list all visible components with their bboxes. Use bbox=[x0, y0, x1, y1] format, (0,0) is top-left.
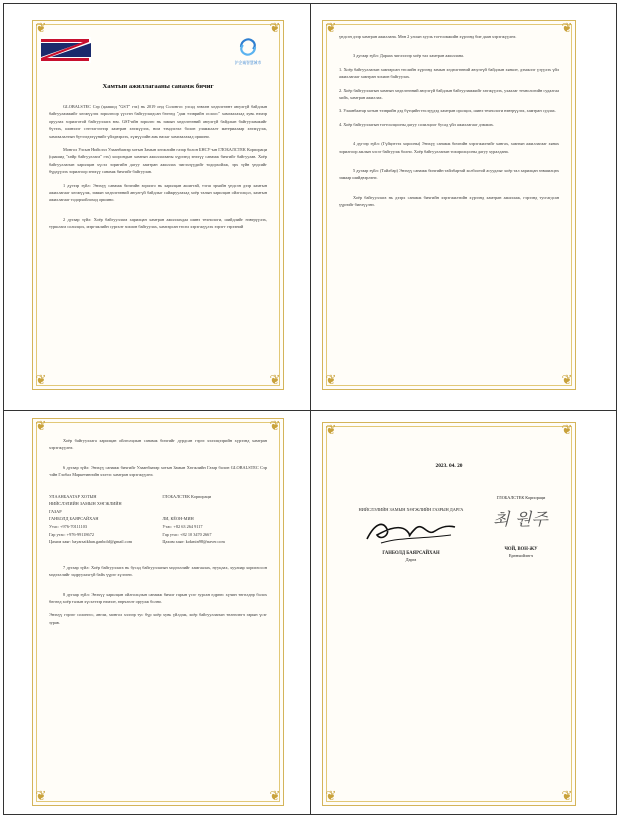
contact-line: ГЛОБАЛСТЕК Корпораци bbox=[162, 493, 212, 499]
signatory-role: Ерөнхийлөгч bbox=[508, 553, 534, 558]
document-page-4 bbox=[322, 422, 576, 806]
contact-line: ГАНБОЛД БАЯРСАЙХАН bbox=[49, 516, 99, 522]
signatory-role: Дарга bbox=[405, 557, 417, 562]
paragraph: үндсэн дээр хамтран ажиллана. Мөн 2 улсын хууль тогтоомжийн хүрээнд бие даан хэрэгжүүлнэ. bbox=[339, 34, 517, 39]
signature-block-right bbox=[473, 495, 569, 559]
ornament-corner-icon: ❦ bbox=[325, 789, 337, 804]
paragraph: GLOBALSTEC Сэр (цаашид "GST" гэх) нь 2019 онд Солонгос улсад зөвхөн хөдөлгөөнт аюулгүй байдлын байгууламжийг хөгжүүлэх зорилгоор үүсгэн байгуулагдсан бөгөөд "дам тээврийн ослоос" хамгаалахад хувь нэмэр оруулах зорилготой байгууллага юм. GST-ийн зорилго нь замын хөдөлгөөний аюулгүй байдлын байгууламжийг бүтээх, шинэлэг сэтгэлгээгээр хамтран хөгжүүлэх, ном тэмдэглэл болон уламжлалт материалаар хөгжүүлж, хамгаалалтын бүтээгдэхүүнийг үйлдвэрлэх, хүмүүсийн амь насыг хамгаалахад оршино. bbox=[49, 104, 267, 139]
document-page-2 bbox=[322, 20, 576, 390]
ornament-corner-icon: ❦ bbox=[325, 21, 337, 36]
page-title: Хамтын ажиллагааны санамж бичиг bbox=[102, 83, 214, 90]
ornament-corner-icon: ❦ bbox=[561, 423, 573, 438]
page-2-body bbox=[339, 33, 559, 379]
list-item: 4. Хоёр байгууллагын тогтоолцооны дагуу солилцоог бусад үйл ажиллагааг дэмжих. bbox=[339, 121, 494, 127]
closing-paragraph: Хоёр байгууллага нь дээрх санамж бичгийн хэрэгжилтийн хүрээнд хамтран ажиллаж, гэрээнд тусгагдсан үүргийг биелүүлнэ. bbox=[339, 194, 559, 208]
ornament-corner-icon: ❦ bbox=[269, 373, 281, 388]
ornament-corner-icon: ❦ bbox=[561, 373, 573, 388]
ornament-corner-icon: ❦ bbox=[269, 21, 281, 36]
article-2: 2 дугаар зүйл: Хоёр байгууллага харилцан хамтран ажиллахдаа шинэ технологи, шийдлийг нэвтрүүлэх, туршлага солилцох, мэргэжлийн сургалт зохион байгуулах, хамтарсан төсөл хэрэгжүүлэх зэрэгт гэрээний bbox=[49, 216, 267, 230]
signatory-organization: НИЙСЛЭЛИЙН ЗАМЫН ХӨГЖЛИЙН ГАЗРЫН ДАРГА bbox=[358, 507, 464, 512]
article-6: 6 дугаар зүйл: Энэхүү санамж бичгийг Улаанбаатар хотын Замын Хөгжлийн Газар болон GLOBALSTEC Сэр -ийн Глобал Маркетингийн хэлтэс хамтран хэрэгжүүлнэ. bbox=[49, 464, 267, 478]
ornament-corner-icon: ❦ bbox=[561, 21, 573, 36]
contact-line: Утас: +82 63 264 9117 bbox=[162, 524, 203, 529]
ornament-corner-icon: ❦ bbox=[35, 373, 47, 388]
article-1: 1 дүгээр зүйл: Энэхүү санамж бичгийн зорилго нь харилцан ашигтай, тэгш эрхийн үндсэн дээр хамтын ажиллагааг хөгжүүлж, замын хөдөлгөөний аюулгүй байдлыг сайжруулахад хоёр талын харилцан ойлголцол, хамтын ажиллагааг тодорхойлоход оршино. bbox=[49, 182, 267, 203]
contact-line bbox=[162, 508, 267, 516]
paragraph: Хоёр байгууллага харилцан ойлголцлын санамж бичгийг дурдсан гэрээ хэлэлцээрийн хүрээнд хамтран хэрэгжүүлнэ. bbox=[49, 438, 267, 451]
ulaanbaatar-road-logo-icon bbox=[41, 37, 91, 63]
contact-line: ГАЗАР bbox=[49, 508, 62, 514]
article-5: 5 дугаар зүйл: (Тайлбар) Энэхүү санамж бичгийн тайлбартай холбоотой асуудлыг хоёр тал харилцан зөвшилцөх замаар шийдвэрлэнэ. bbox=[339, 168, 559, 181]
contact-block bbox=[49, 493, 267, 546]
ornament-corner-icon: ❦ bbox=[325, 373, 337, 388]
signatory-name: ГАНБОЛД БАЯРСАЙХАН bbox=[382, 551, 440, 556]
page-1-body bbox=[49, 103, 267, 379]
contact-line: ЛИ, КЁОН-МИН bbox=[162, 516, 194, 522]
paragraph: Монгол Улсын Нийслэл Улаанбаатар хотын Замын хөгжлийн газар болон БНСУ-ын ГЛОБАЛСТЕК Корпораци (цаашид "хөйр байгууллага" гэх) хоорондын хамтын ажиллагааны хүрээнд энэхүү санамж бичгийг байгуулав. Хоёр байгууллагын харилцан хүсэл зоригийн дагуу хамтран ажиллах чиглэлүүдийг тодорхойлж, эрх зүйн үндсийг бүрдүүлэх зорилгоор энэхүү санамж бичгийг байгуулав. bbox=[49, 147, 267, 175]
signatory-organization: ГЛОБАЛСТЕК Корпораци bbox=[496, 495, 546, 500]
article-8: 8 дугаар зүйл: Энэхүү харилцан ойлголцлын санамж бичиг гарын үсэг зурсан өдрөөс хүчин төгөлдөр болох бөгөөд хоёр талын хүсэлтээр нэмэлт, өөрчлөлт оруулж болно. bbox=[49, 591, 267, 604]
ornament-corner-icon: ❦ bbox=[269, 789, 281, 804]
grid-divider-horizontal bbox=[4, 410, 616, 411]
globalstec-logo-icon bbox=[223, 35, 273, 59]
contact-line: Цахим хаяг: bayarsaikhan.ganbold@gmail.com bbox=[49, 539, 133, 545]
ornament-corner-icon: ❦ bbox=[325, 423, 337, 438]
signature-block-left bbox=[357, 507, 465, 563]
handwritten-signature-icon bbox=[481, 501, 561, 535]
contact-line: Гар утас: +976-99118672 bbox=[49, 531, 94, 537]
ornament-corner-icon: ❦ bbox=[561, 789, 573, 804]
globalstec-logo bbox=[223, 35, 273, 69]
contact-left bbox=[49, 493, 154, 546]
ornament-corner-icon: ❦ bbox=[35, 419, 47, 434]
page-3-body bbox=[49, 437, 267, 795]
contact-line: Цахим хаяг: kokmin98@naver.com bbox=[162, 539, 225, 545]
contact-right bbox=[162, 493, 267, 546]
contact-line: Утас: +976-70111103 bbox=[49, 524, 88, 529]
contact-line: УЛААНБААТАР ХОТЫН bbox=[49, 493, 97, 499]
ornament-corner-icon: ❦ bbox=[35, 21, 47, 36]
article-7: 7 дугаар зүйл: Хоёр байгууллага нь бусад байгууллагын мэдээллийг хамгаалах, нууцлах, хуулиар хориглосон мэдээллийг задруулахгүй байх үүрэг хүлээнэ. bbox=[49, 564, 267, 578]
article-4: 4 дүгээр зүйл: (Гүйцэтгэх хорооны) Энэхүү санамж бичгийн хэрэгжилтийг хангах, хамтын ажиллагааг хянах зорилгоор ажлын хэсэг байгуулж болно. Хоёр байгууллагын тохиролцсоны дагуу хуралдана. bbox=[339, 141, 559, 154]
signing-date: 2023. 04. 20 bbox=[435, 463, 463, 469]
signatory-name: ЧОЙ, ВОН-ЖУ bbox=[504, 547, 538, 552]
article-3-heading: 3 дугаар зүйл: Дараах чиглэлээр хоёр тал хамтран ажиллана. bbox=[353, 53, 464, 59]
document-page-1 bbox=[32, 20, 284, 390]
grid-divider-vertical bbox=[310, 4, 311, 814]
logo-caption: 沪企诚智慧城市 bbox=[234, 60, 262, 65]
document-page-3 bbox=[32, 418, 284, 806]
list-item: 1. Хоёр байгууллагын хамтарсан төслийн хүрээнд замын хөдөлгөөний аюулгүй байдлын хяналт, дэмжлэг үзүүлэх үйл ажиллагааг хамтран зохион байгуулах. bbox=[339, 66, 559, 80]
ornament-corner-icon: ❦ bbox=[35, 789, 47, 804]
final-paragraph: Энэхүү гэрээг солонгос, англи, монгол хэлээр тус бүр хоёр хувь үйлдэж, хоёр байгууллагын төлөөлөгч гарын үсэг зурав. bbox=[49, 612, 267, 625]
handwritten-signature-icon bbox=[361, 513, 461, 547]
list-item: 2. Хоёр байгууллагын хамтын хөдөлгөөний аюулгүй байдлын байгууламжийг хөгжүүлэх, ухаалаг технологийн судалгаа хийх, хамтран ажиллах. bbox=[339, 87, 559, 101]
svg-text:최 원주: 최 원주 bbox=[493, 510, 548, 530]
contact-line: Гар утас: +82 10 3470 2667 bbox=[162, 531, 212, 537]
contact-line: НИЙСЛЭЛИЙН ЗАМЫН ХӨГЖЛИЙН bbox=[49, 501, 122, 507]
list-item: 3. Улаанбаатар хотын тээврийн дэд бүтцийн төслүүдэд хамтран оролцох, шинэ технологи нэвтрүүлэх, хамтран судлах. bbox=[339, 108, 556, 114]
contact-line bbox=[162, 500, 267, 508]
ornament-corner-icon: ❦ bbox=[269, 419, 281, 434]
